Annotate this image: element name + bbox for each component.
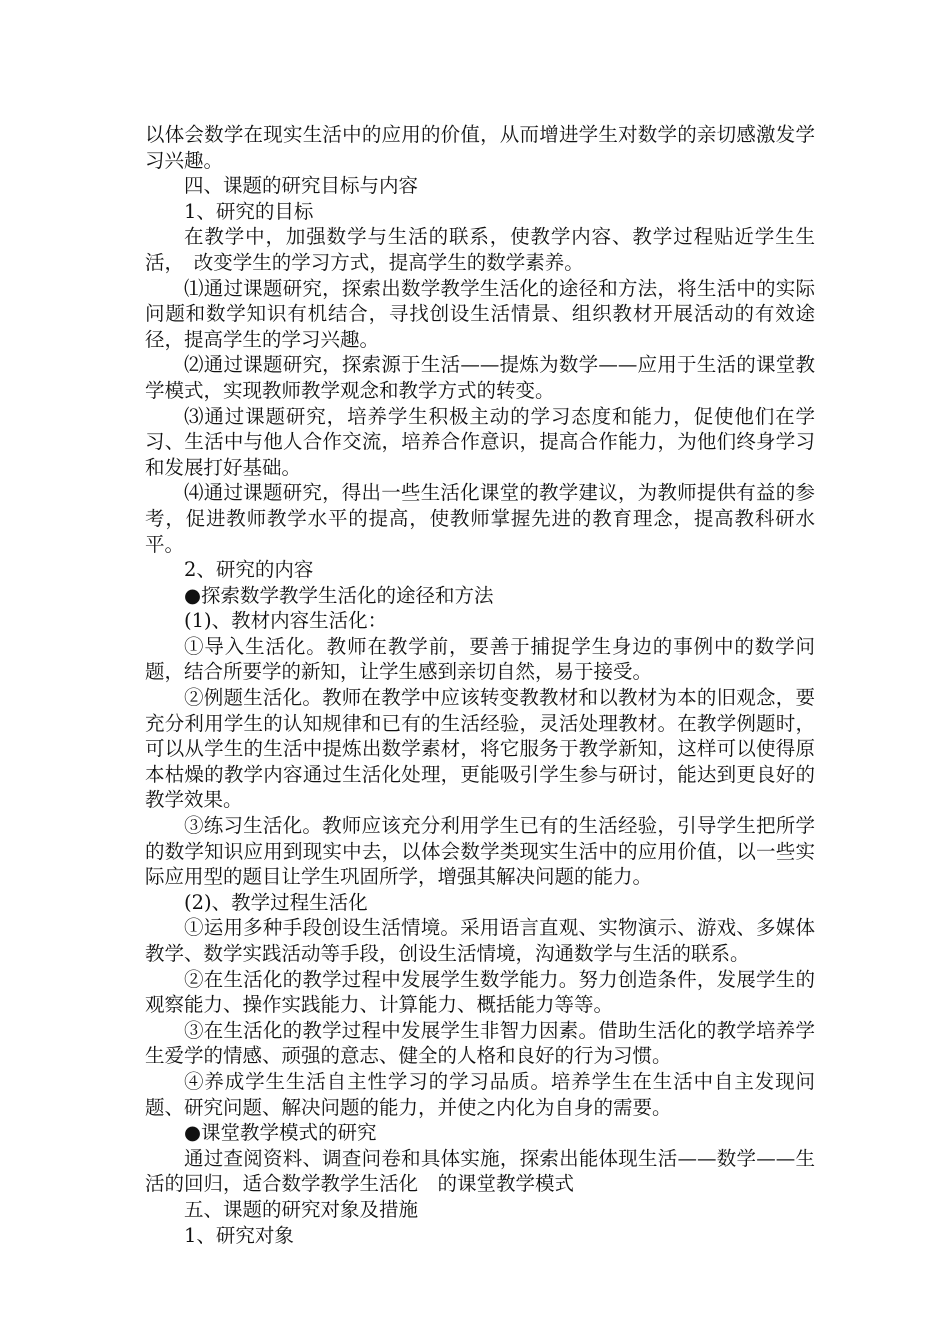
document-paragraph: ⑴通过课题研究，探索出数学教学生活化的途径和方法，将生活中的实际问题和数学知识有机结合，寻找创设生活情景、组织教材开展活动的有效途径，提高学生的学习兴趣。 bbox=[145, 276, 815, 351]
document-paragraph: ●探索数学教学生活化的途径和方法 bbox=[184, 583, 494, 607]
document-paragraph: 在教学中，加强数学与生活的联系，使教学内容、教学过程贴近学生生活， 改变学生的学习方式，提高学生的数学素养。 bbox=[145, 225, 815, 274]
document-paragraph: ④养成学生生活自主性学习的学习品质。培养学生在生活中自主发现问题、研究问题、解决问题的能力，并使之内化为自身的需要。 bbox=[145, 1069, 815, 1119]
document-paragraph: ●课堂教学模式的研究 bbox=[184, 1121, 377, 1145]
document-paragraph: ②在生活化的教学过程中发展学生数学能力。努力创造条件，发展学生的观察能力、操作实践能力、计算能力、概括能力等等。 bbox=[145, 967, 815, 1017]
document-paragraph: ①导入生活化。教师在教学前，要善于捕捉学生身边的事例中的数学问题，结合所要学的新知，让学生感到亲切自然，易于接受。 bbox=[145, 634, 815, 684]
document-paragraph: 2、研究的内容 bbox=[184, 558, 314, 582]
document-paragraph: ⑷通过课题研究，得出一些生活化课堂的教学建议，为教师提供有益的参考，促进教师教学水平的提高，使教师掌握先进的教育理念，提高教科研水平。 bbox=[145, 481, 815, 556]
document-paragraph: 通过查阅资料、调查问卷和具体实施，探索出能体现生活——数学——生活的回归，适合数学教学生活化 的课堂教学模式 bbox=[145, 1146, 815, 1196]
document-paragraph: (1)、教材内容生活化： bbox=[184, 609, 388, 633]
document-paragraph: 1、研究的目标 bbox=[184, 199, 314, 223]
document-paragraph: ⑶通过课题研究，培养学生积极主动的学习态度和能力，促使他们在学习、生活中与他人合作交流，培养合作意识，提高合作能力，为他们终身学习和发展打好基础。 bbox=[145, 404, 815, 479]
document-paragraph: 以体会数学在现实生活中的应用的价值，从而增进学生对数学的亲切感激发学习兴趣。 bbox=[145, 123, 815, 172]
document-paragraph: ③在生活化的教学过程中发展学生非智力因素。借助生活化的教学培养学生爱学的情感、顽强的意志、健全的人格和良好的行为习惯。 bbox=[145, 1018, 815, 1068]
document-paragraph: ③练习生活化。教师应该充分利用学生已有的生活经验，引导学生把所学的数学知识应用到现实中去，以体会数学类现实生活中的应用价值，以一些实际应用型的题目让学生巩固所学，增强其解决问题的能力。 bbox=[145, 814, 815, 889]
document-paragraph: ⑵通过课题研究，探索源于生活——提炼为数学——应用于生活的课堂教学模式，实现教师教学观念和教学方式的转变。 bbox=[145, 353, 815, 402]
document-paragraph: (2)、教学过程生活化 bbox=[184, 890, 368, 914]
document-paragraph: 1、研究对象 bbox=[184, 1223, 294, 1247]
document-paragraph: ①运用多种手段创设生活情境。采用语言直观、实物演示、游戏、多媒体教学、数学实践活动等手段，创设生活情境，沟通数学与生活的联系。 bbox=[145, 916, 815, 965]
document-paragraph: 五、课题的研究对象及措施 bbox=[184, 1197, 419, 1221]
document-body bbox=[145, 122, 815, 1248]
document-paragraph: 四、课题的研究目标与内容 bbox=[184, 174, 419, 198]
document-paragraph: ②例题生活化。教师在教学中应该转变教教材和以教材为本的旧观念，要充分利用学生的认知规律和已有的生活经验，灵活处理教材。在教学例题时，可以从学生的生活中提炼出数学素材，将它服务于教学新知，这样可以使得原本枯燥的教学内容通过生活化处理，更能吸引学生参与研讨，能达到更良好的教学效果。 bbox=[145, 686, 815, 812]
